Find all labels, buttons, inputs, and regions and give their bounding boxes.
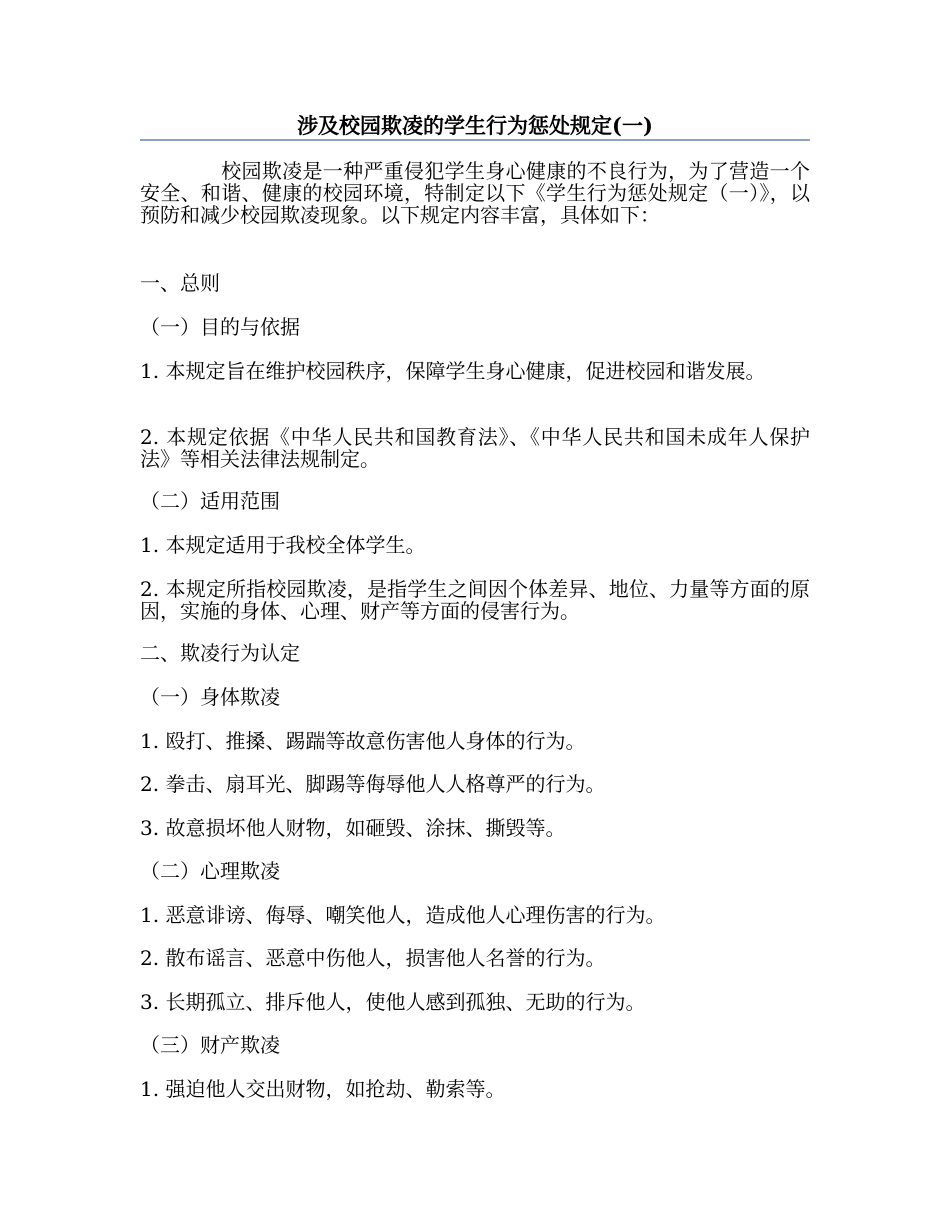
list-item: 1. 恶意诽谤、侮辱、嘲笑他人，造成他人心理伤害的行为。 (140, 903, 666, 927)
subsection-heading: （三）财产欺凌 (140, 1033, 280, 1057)
list-item: 1. 本规定适用于我校全体学生。 (140, 533, 426, 557)
subsection-heading: （一）身体欺凌 (140, 685, 280, 709)
list-item: 1. 殴打、推搡、踢踹等故意伤害他人身体的行为。 (140, 729, 586, 753)
title-underline (140, 139, 810, 141)
list-item: 1. 强迫他人交出财物，如抢劫、勒索等。 (140, 1077, 506, 1101)
list-item: 2. 拳击、扇耳光、脚踢等侮辱他人人格尊严的行为。 (140, 772, 606, 796)
list-item: 2. 散布谣言、恶意中伤他人，损害他人名誉的行为。 (140, 946, 606, 970)
section-heading: 二、欺凌行为认定 (140, 641, 300, 665)
section-heading: 一、总则 (140, 271, 220, 295)
list-item: 1. 本规定旨在维护校园秩序，保障学生身心健康，促进校园和谐发展。 (140, 359, 766, 383)
intro-paragraph: 校园欺凌是一种严重侵犯学生身心健康的不良行为，为了营造一个安全、和谐、健康的校园环境，特制定以下《学生行为惩处规定（一）》，以预防和减少校园欺凌现象。以下规定内容丰富，具体如下： (140, 159, 810, 227)
list-item: 2. 本规定依据《中华人民共和国教育法》、《中华人民共和国未成年人保护法》等相关法律法规制定。 (140, 425, 810, 471)
subsection-heading: （二）心理欺凌 (140, 859, 280, 883)
list-item: 3. 故意损坏他人财物，如砸毁、涂抹、撕毁等。 (140, 816, 566, 840)
subsection-heading: （二）适用范围 (140, 489, 280, 513)
document-title: 涉及校园欺凌的学生行为惩处规定(一) (297, 113, 653, 138)
list-item: 2. 本规定所指校园欺凌，是指学生之间因个体差异、地位、力量等方面的原因，实施的身体、心理、财产等方面的侵害行为。 (140, 577, 810, 623)
subsection-heading: （一）目的与依据 (140, 315, 300, 339)
list-item: 3. 长期孤立、排斥他人，使他人感到孤独、无助的行为。 (140, 990, 646, 1014)
